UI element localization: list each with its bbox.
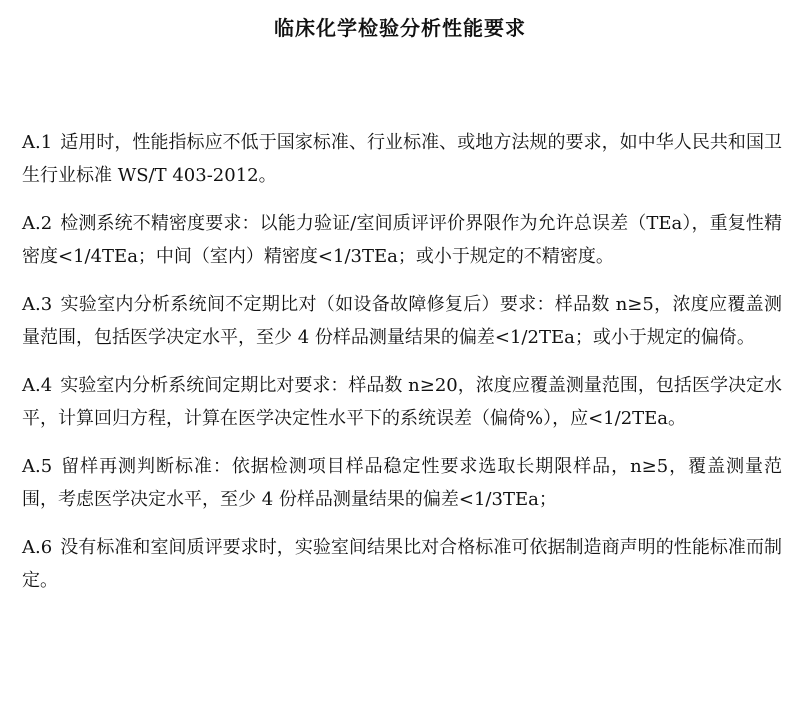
section-text: 实验室内分析系统间不定期比对（如设备故障修复后）要求：样品数 n≥5，浓度应覆盖测量范围，包括医学决定水平，至少 4 份样品测量结果的偏差<1/2TEa；或小于规定的偏倚。 [22, 294, 782, 348]
section-a5 [22, 450, 782, 516]
section-text: 适用时，性能指标应不低于国家标准、行业标准、或地方法规的要求，如中华人民共和国卫生行业标准 WS/T 403-2012。 [22, 132, 782, 186]
section-a6 [22, 531, 782, 597]
document-title: 临床化学检验分析性能要求 [274, 16, 526, 40]
section-text: 实验室内分析系统间定期比对要求：样品数 n≥20，浓度应覆盖测量范围，包括医学决定水平，计算回归方程，计算在医学决定性水平下的系统误差（偏倚%），应<1/2TEa。 [22, 375, 782, 429]
section-a3 [22, 288, 782, 354]
section-number: A.6 [22, 537, 53, 558]
section-number: A.2 [22, 213, 53, 234]
section-a4 [22, 369, 782, 435]
section-text: 留样再测判断标准：依据检测项目样品稳定性要求选取长期限样品，n≥5，覆盖测量范围，考虑医学决定水平，至少 4 份样品测量结果的偏差<1/3TEa； [22, 456, 782, 510]
section-number: A.1 [22, 132, 53, 153]
section-list [22, 126, 782, 612]
section-text: 检测系统不精密度要求：以能力验证/室间质评评价界限作为允许总误差（TEa），重复性精密度<1/4TEa；中间（室内）精密度<1/3TEa；或小于规定的不精密度。 [22, 213, 782, 267]
section-number: A.4 [22, 375, 53, 396]
section-a2 [22, 207, 782, 273]
section-text: 没有标准和室间质评要求时，实验室间结果比对合格标准可依据制造商声明的性能标准而制定。 [22, 537, 782, 591]
section-a1 [22, 126, 782, 192]
section-number: A.3 [22, 294, 53, 315]
section-number: A.5 [22, 456, 53, 477]
